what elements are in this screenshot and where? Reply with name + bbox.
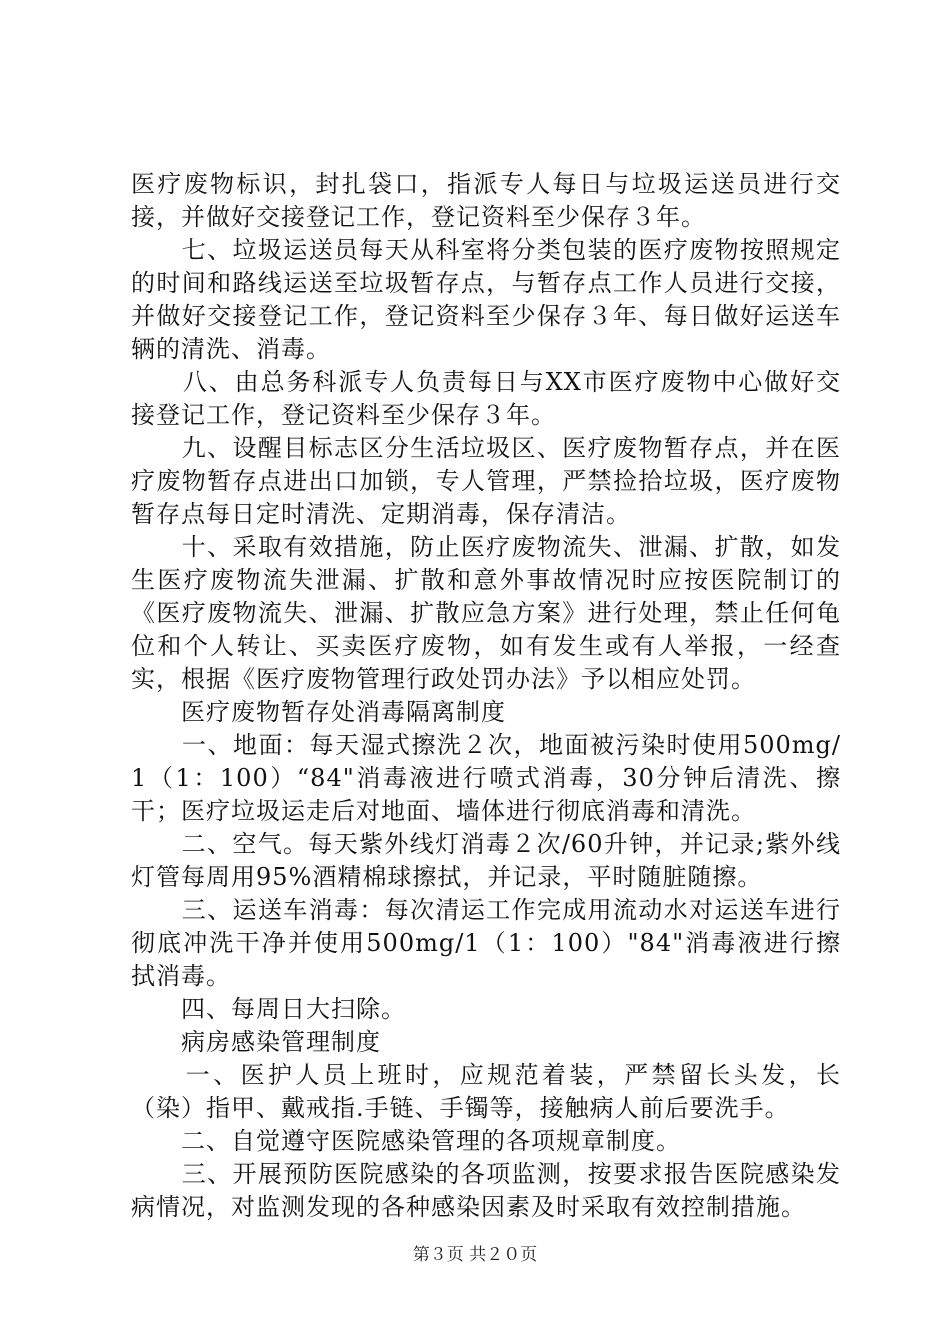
paragraph: 三、运送车消毒：每次清运工作完成用流动水对运送车进行彻底冲洗干净并使用500mg/1（1：100）"84"消毒液进行擦拭消毒。 xyxy=(131,896,841,990)
paragraph: 七、垃圾运送员每天从科室将分类包装的医疗废物按照规定的时间和路线运送至垃圾暂存点，与暂存点工作人员进行交接，并做好交接登记工作，登记资料至少保存３年、每日做好运送车辆的清洗、消毒。 xyxy=(131,236,841,363)
paragraph: 九、设醒目标志区分生活垃圾区、医疗废物暂存点，并在医疗废物暂存点进出口加锁，专人管理，严禁捡拾垃圾，医疗废物暂存点每日定时清洗、定期消毒，保存清洁。 xyxy=(131,434,841,528)
paragraph: 二、自觉遵守医院感染管理的各项规章制度。 xyxy=(131,1127,681,1155)
paragraph: 医疗废物标识，封扎袋口，指派专人每日与垃圾运送员进行交接，并做好交接登记工作，登记资料至少保存３年。 xyxy=(131,170,841,231)
paragraph: 三、开展预防医院感染的各项监测，按要求报告医院感染发病情况，对监测发现的各种感染因素及时采取有效控制措施。 xyxy=(131,1160,841,1221)
paragraph: 一、医护人员上班时，应规范着装，严禁留长头发，长（染）指甲、戴戒指.手链、手镯等，接触病人前后要洗手。 xyxy=(131,1061,841,1122)
document-body xyxy=(131,168,841,1224)
paragraph: 二、空气。每天紫外线灯消毒２次/60升钟，并记录;紫外线灯管每周用95%酒精棉球擦拭，并记录，平时随脏随擦。 xyxy=(131,830,841,891)
paragraph: 四、每周日大扫除。 xyxy=(131,995,406,1023)
section-heading: 病房感染管理制度 xyxy=(131,1028,381,1056)
page-number-footer: 第３页 共２０页 xyxy=(412,1245,538,1265)
paragraph: 十、采取有效措施，防止医疗废物流失、泄漏、扩散，如发生医疗废物流失泄漏、扩散和意外事故情况时应按医院制订的《医疗废物流失、泄漏、扩散应急方案》进行处理，禁止任何龟位和个人转让、买卖医疗废物，如有发生或有人举报，一经查实，根据《医疗废物管理行政处罚办法》予以相应处罚。 xyxy=(131,533,841,693)
section-heading: 医疗废物暂存处消毒隔离制度 xyxy=(131,698,506,726)
paragraph: 一、地面：每天湿式擦洗２次，地面被污染时使用500mg/1（1：100）“84"消毒液进行喷式消毒，30分钟后清洗、擦干；医疗垃圾运走后对地面、墙体进行彻底消毒和清洗。 xyxy=(131,731,841,825)
paragraph: 八、由总务科派专人负责每日与XX市医疗废物中心做好交接登记工作，登记资料至少保存３年。 xyxy=(131,368,841,429)
